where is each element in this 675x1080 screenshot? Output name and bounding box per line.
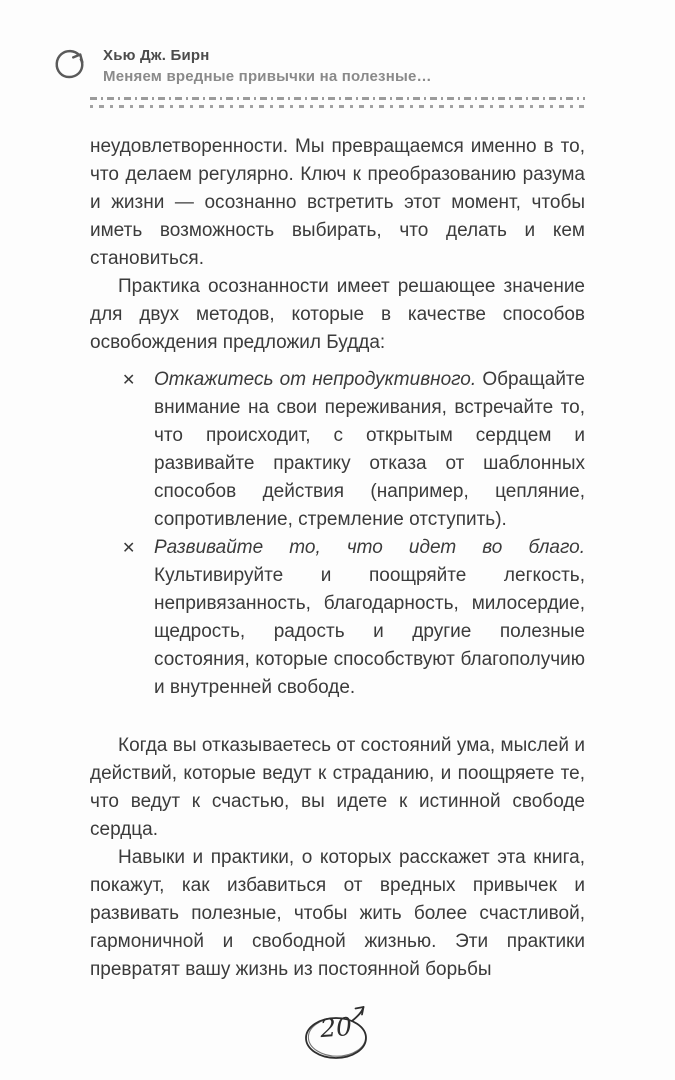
paragraph: Практика осознанности имеет решающее значение для двух методов, которые в качестве способов освобождения предложил Будда: [90, 276, 585, 353]
dotted-separator [90, 97, 585, 108]
header-text [103, 44, 432, 86]
page-number: 20 [318, 1011, 353, 1044]
cross-bullet-icon: ✕ [122, 540, 136, 557]
paragraph: Когда вы отказываетесь от состояний ума, мыслей и действий, которые ведут к страданию, и поощряете те, что ведут к счастью, вы идете к истинной свободе сердца. [90, 735, 585, 840]
separator-dot-row [90, 105, 585, 108]
bullet-item [90, 366, 585, 534]
bullet-item [90, 534, 585, 702]
separator-dash-row [90, 97, 585, 100]
bullet-lead-text: Развивайте то, что идет во благо. [154, 537, 585, 558]
page-number-circle [294, 1004, 382, 1066]
circular-arrow-icon [50, 45, 88, 88]
book-title: Меняем вредные привычки на полезные… [103, 68, 432, 85]
bullet-rest-text: Культивируйте и поощряйте легкость, непривязанность, благодарность, милосердие, щедрость, радость и другие полезные состояния, которые способствуют благополучию и внутренней свободе. [154, 565, 585, 698]
paragraph-continuation: неудовлетворенности. Мы превращаемся именно в то, что делаем регулярно. Ключ к преобразованию разума и жизни — осознанно встретить этот момент, чтобы иметь возможность выбирать, что делать и кем становиться. [90, 136, 585, 269]
page-body [90, 133, 585, 984]
bullet-rest-text: Обращайте внимание на свои переживания, встречайте то, что происходит, с открытым сердцем и развивайте практику отказа от шаблонных способов действия (например, цепляние, сопротивление, стремление отступить). [154, 369, 585, 530]
page-footer [90, 1004, 585, 1066]
page-header [50, 44, 585, 88]
cross-bullet-icon: ✕ [122, 372, 136, 389]
bullet-list [90, 366, 585, 702]
bullet-lead-text: Откажитесь от непродуктивного. [154, 369, 477, 390]
author-name: Хью Дж. Бирн [103, 47, 210, 64]
paragraph: Навыки и практики, о которых расскажет эта книга, покажут, как избавиться от вредных привычек и развивать полезные, чтобы жить более счастливой, гармоничной и свободной жизнью. Эти практики превратят вашу жизнь из постоянной борьбы [90, 847, 585, 980]
